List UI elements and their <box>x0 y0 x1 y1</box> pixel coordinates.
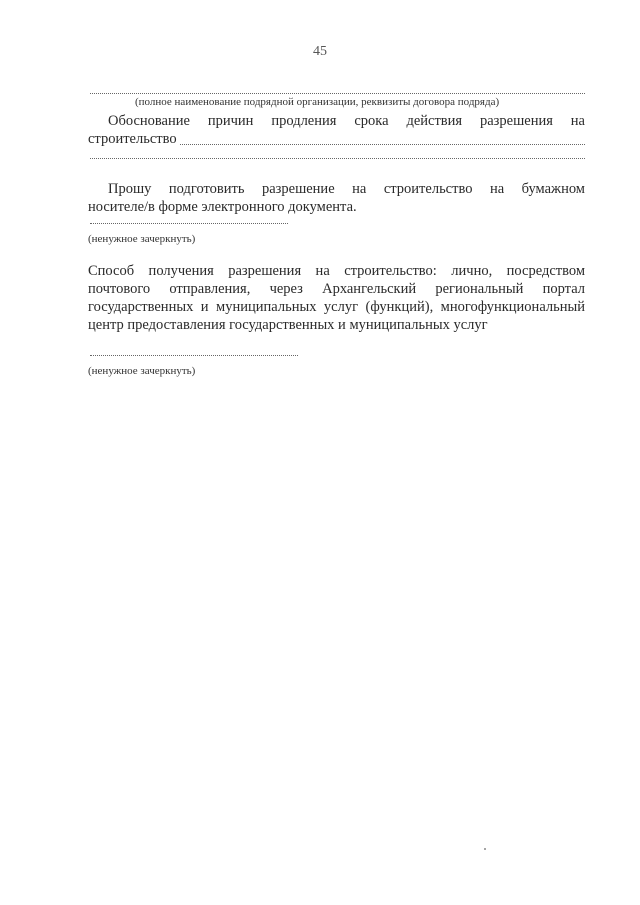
contractor-name-line <box>90 93 585 94</box>
receipt-line-1: Способ получения разрешения на строительство: лично, посредством <box>88 263 585 279</box>
contractor-caption: (полное наименование подрядной организации, реквизиты договора подряда) <box>135 96 500 108</box>
receipt-line-4: центр предоставления государственных и муниципальных услуг <box>88 317 488 333</box>
justification-line-2-label: строительство <box>88 131 177 147</box>
request-line-1: Прошу подготовить разрешение на строительство на бумажном <box>108 181 585 197</box>
receipt-line-3: государственных и муниципальных услуг (функций), многофункциональный <box>88 299 585 315</box>
receipt-line-2: почтового отправления, через Архангельский региональный портал <box>88 281 585 297</box>
receipt-note: (ненужное зачеркнуть) <box>88 365 196 377</box>
justification-fill-line-1 <box>180 144 585 145</box>
request-note: (ненужное зачеркнуть) <box>88 233 196 245</box>
scan-speck <box>484 848 486 850</box>
request-line-2: носителе/в форме электронного документа. <box>88 199 357 215</box>
receipt-signature-line <box>90 355 298 356</box>
page-number: 45 <box>313 44 327 59</box>
justification-line-1: Обоснование причин продления срока действия разрешения на <box>108 113 585 129</box>
justification-fill-line-2 <box>90 158 585 159</box>
request-signature-line <box>90 223 288 224</box>
